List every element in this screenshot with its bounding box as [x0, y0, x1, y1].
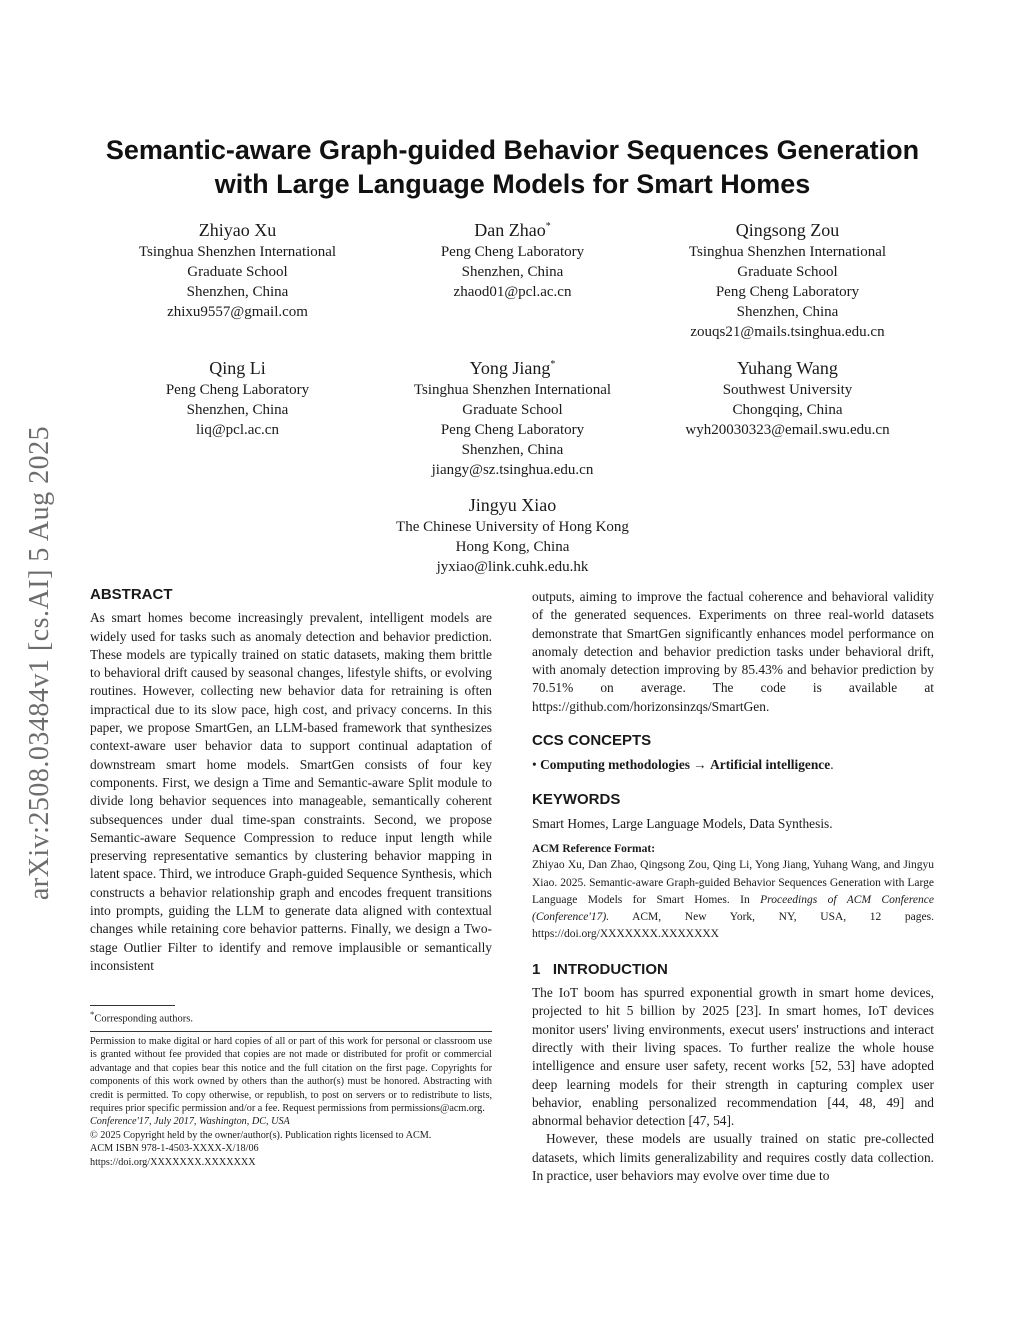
- permission-block: [90, 1035, 492, 1169]
- author-affiliation: Tsinghua Shenzhen International: [413, 382, 612, 398]
- paper-title: [90, 133, 935, 201]
- permission-text: Permission to make digital or hard copies of all or part of this work for personal or classroom use is granted without fee provided that copies are not made or distributed for profit or commercial advantage and that copies bear this notice and the full citation on the first page. Copyrights for components of this work owned by others than the author(s) must be honored. Abstracting with credit is permitted. To copy otherwise, or republish, to post on servers or to redistribute to lists, requires prior specific permission and/or a fee. Request permissions from permissions@acm.org.: [90, 1036, 492, 1115]
- title-line-2: with Large Language Models for Smart Homes: [214, 169, 811, 199]
- author-email: zhixu9557@gmail.com: [167, 304, 308, 320]
- author-email: jiangy@sz.tsinghua.edu.cn: [431, 462, 594, 478]
- ccs-concepts: • Computing methodologies → Artificial intelligence.: [532, 757, 834, 773]
- isbn-line: ACM ISBN 978-1-4503-XXXX-X/18/06: [90, 1143, 259, 1155]
- author-affiliation: Peng Cheng Laboratory: [165, 382, 310, 398]
- keywords-text: Smart Homes, Large Language Models, Data Synthesis.: [532, 815, 833, 831]
- footnote: *Corresponding authors.: [90, 1009, 193, 1025]
- abstract-heading: ABSTRACT: [90, 586, 173, 603]
- author-name: Yuhang Wang: [737, 358, 838, 378]
- ccs-heading: CCS CONCEPTS: [532, 732, 652, 750]
- author-block: [110, 215, 365, 322]
- author-affiliation: Peng Cheng Laboratory: [440, 422, 585, 438]
- author-location: Shenzhen, China: [461, 264, 564, 280]
- left-column: [90, 586, 492, 975]
- arxiv-stamp: arXiv:2508.03484v1 [cs.AI] 5 Aug 2025: [24, 425, 56, 900]
- right-column: [532, 588, 934, 1185]
- author-email: zouqs21@mails.tsinghua.edu.cn: [690, 324, 885, 340]
- author-affiliation: The Chinese University of Hong Kong: [396, 519, 629, 535]
- author-name: Yong Jiang: [469, 358, 551, 378]
- author-location: Chongqing, China: [732, 402, 843, 418]
- author-name: Qingsong Zou: [735, 220, 840, 240]
- author-affiliation: Peng Cheng Laboratory: [715, 284, 860, 300]
- author-block: [650, 353, 925, 440]
- footnote-divider: [90, 1005, 175, 1006]
- copyright-line: © 2025 Copyright held by the owner/author(s). Publication rights licensed to ACM.: [90, 1129, 432, 1141]
- author-location: Shenzhen, China: [186, 402, 289, 418]
- intro-paragraph: However, these models are usually trained on static pre-collected datasets, which limits generalizability and requires costly data collection. In practice, user behaviors may evolve over time due to: [532, 1131, 934, 1184]
- intro-paragraph: The IoT boom has spurred exponential growth in smart home devices, projected to hit 5 billion by 2025 [23]. In smart homes, IoT devices monitor users' living environments, execut users' instructions and interact directly with their living spaces. To further realize the whole house intelligence and ensure user safety, recent works [52, 53] have adopted deep learning models for their strength in capturing complex user behavior, enabling personalized recommendation [44, 48, 49] and abnormal behavior detection [47, 54].: [532, 985, 934, 1129]
- author-affiliation: Tsinghua Shenzhen International: [138, 244, 337, 260]
- acm-ref-heading: ACM Reference Format:: [532, 843, 656, 856]
- author-name: Jingyu Xiao: [468, 495, 557, 515]
- author-email: liq@pcl.ac.cn: [196, 422, 279, 438]
- author-affiliation: Tsinghua Shenzhen International: [688, 244, 887, 260]
- author-block: [650, 215, 925, 342]
- intro-heading: 1 INTRODUCTION: [532, 960, 668, 978]
- author-location: Shenzhen, China: [736, 304, 839, 320]
- author-block: [110, 353, 365, 440]
- keywords-heading: KEYWORDS: [532, 790, 621, 808]
- author-name: Zhiyao Xu: [198, 220, 277, 240]
- conference-line: Conference'17, July 2017, Washington, DC, USA: [90, 1116, 290, 1128]
- author-affiliation: Graduate School: [462, 402, 563, 418]
- abstract-text: As smart homes become increasingly prevalent, intelligent models are widely used for tasks such as anomaly detection and behavior prediction. These models are typically trained on static datasets, making them brittle to behavioral drift caused by seasonal changes, lifestyle shifts, or evolving routines. However, collecting new behavior data for retraining is often impractical due to its slow pace, high cost, and privacy concerns. In this paper, we propose SmartGen, an LLM-based framework that synthesizes context-aware user behavior data to support continual adaptation of downstream smart home models. SmartGen consists of four key components. First, we design a Time and Semantic-aware Split module to divide long behavior sequences into manageable, semantically coherent subsequences under dual time-span constraints. Second, we propose Semantic-aware Sequence Compression to reduce input length while preserving representative semantics by clustering behavior mapping in latent space. Third, we introduce Graph-guided Sequence Synthesis, which constructs a behavior relationship graph and encodes frequent transitions into prompts, guiding the LLM to generate data aligned with contextual changes while retaining core behavior patterns. Finally, we design a Two-stage Outlier Filter to identify and remove implausible or semantically inconsistent: [90, 610, 492, 973]
- author-block: Yong Jiang* Tsinghua Shenzhen International Graduate School Peng Cheng Laboratory Shenzhen, China jiangy@sz.tsinghua.edu.cn: [385, 353, 640, 480]
- doi-line: https://doi.org/XXXXXXX.XXXXXXX: [90, 1156, 256, 1168]
- author-block: [360, 490, 665, 577]
- abstract-continued: outputs, aiming to improve the factual coherence and behavioral validity of the generated sequences. Experiments on three real-world datasets demonstrate that SmartGen significantly enhances model performance on anomaly detection and behavior prediction tasks under behavioral drift, with anomaly detection improving by 85.43% and behavior prediction by 70.51% on average. The code is available at https://github.com/horizonsinzqs/SmartGen.: [532, 589, 934, 714]
- author-affiliation: Graduate School: [187, 264, 288, 280]
- author-email: jyxiao@link.cuhk.edu.hk: [436, 559, 589, 575]
- title-line-1: Semantic-aware Graph-guided Behavior Sequences Generation: [105, 135, 920, 165]
- permission-divider: [90, 1031, 492, 1032]
- author-block: Dan Zhao* Peng Cheng Laboratory Shenzhen, China zhaod01@pcl.ac.cn: [385, 215, 640, 302]
- author-affiliation: Peng Cheng Laboratory: [440, 244, 585, 260]
- author-affiliation: Graduate School: [737, 264, 838, 280]
- author-location: Shenzhen, China: [186, 284, 289, 300]
- author-name: Dan Zhao: [474, 220, 546, 240]
- author-name: Qing Li: [209, 358, 266, 378]
- author-email: zhaod01@pcl.ac.cn: [453, 284, 572, 300]
- author-location: Shenzhen, China: [461, 442, 564, 458]
- author-email: wyh20030323@email.swu.edu.cn: [685, 422, 890, 438]
- author-affiliation: Southwest University: [722, 382, 853, 398]
- author-location: Hong Kong, China: [455, 539, 570, 555]
- acm-ref-text: Zhiyao Xu, Dan Zhao, Qingsong Zou, Qing Li, Yong Jiang, Yuhang Wang, and Jingyu Xiao. 2025. Semantic-aware Graph-guided Behavior Sequences Generation with Large Language Models for Smart Homes. In Proceedings of ACM Conference (Conference'17). ACM, New York, NY, USA, 12 pages. https://doi.org/XXXXXXX.XXXXXXX: [532, 859, 934, 941]
